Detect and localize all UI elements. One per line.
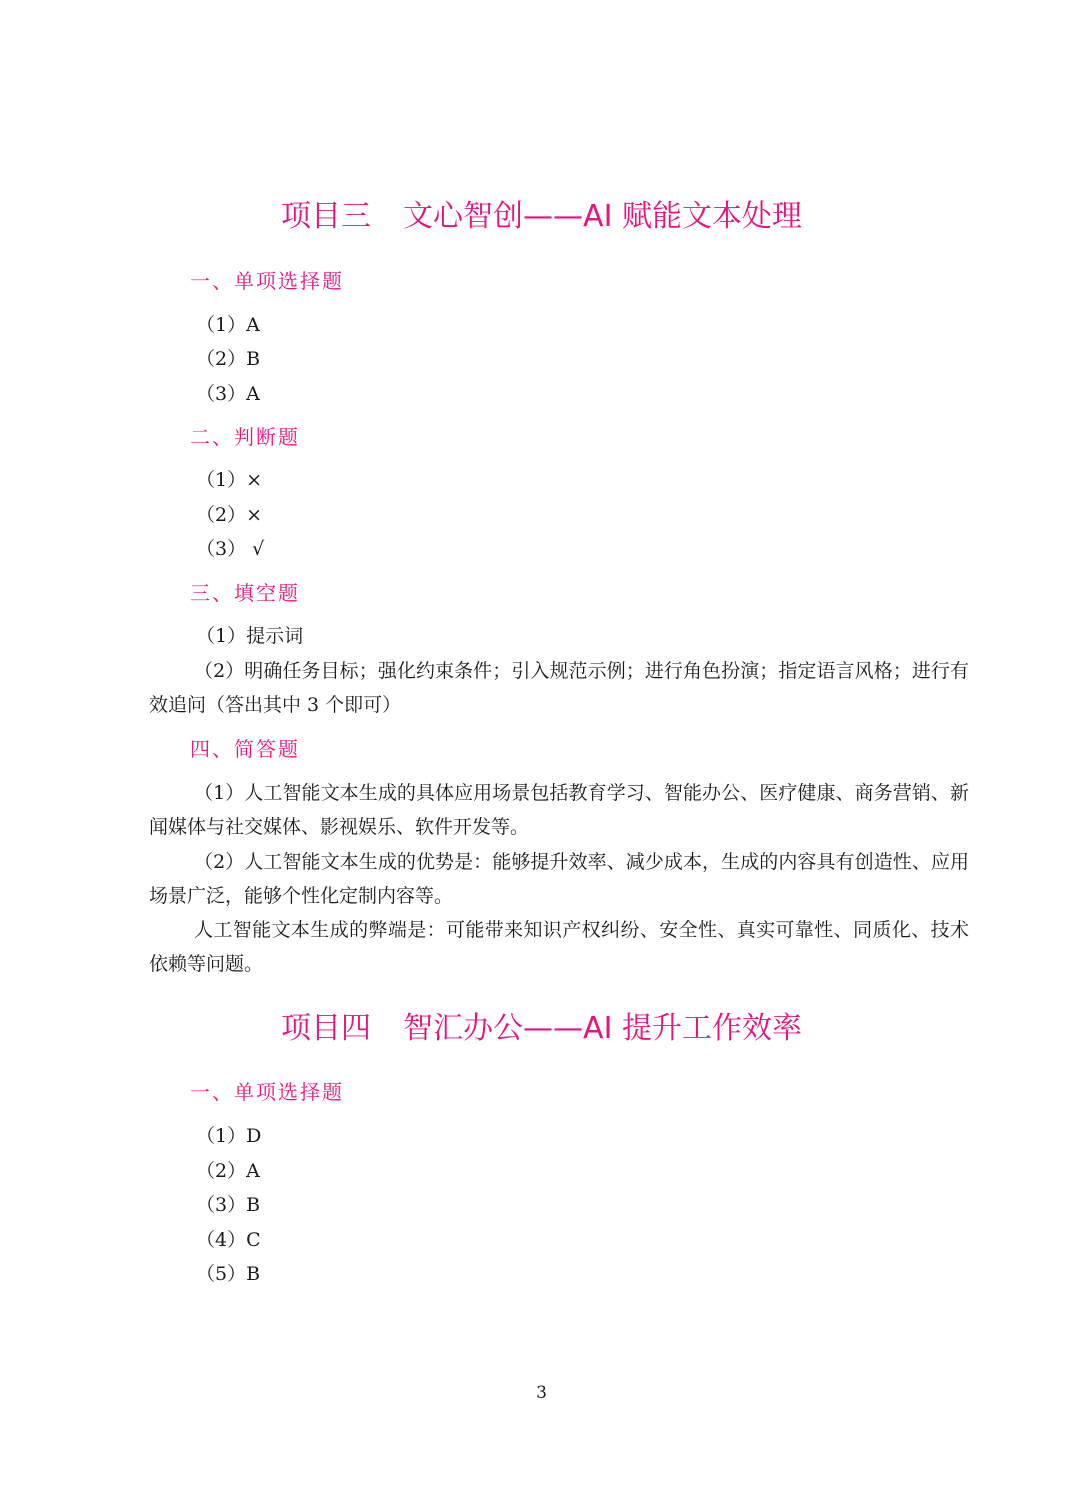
- answer-item: （2）A: [196, 1160, 260, 1182]
- answer-item: （1）提示词: [196, 625, 304, 647]
- section-heading-short-answer: 四、简答题: [190, 737, 300, 761]
- project-4-title: [0, 1009, 1083, 1049]
- answer-item: （3）A: [196, 383, 260, 405]
- project-3-title: [0, 197, 1083, 237]
- project-4-title-text: 智汇办公——AI 提升工作效率: [403, 1011, 802, 1046]
- answer-item: （1）×: [196, 469, 263, 491]
- answer-paragraph: （1）人工智能文本生成的具体应用场景包括教育学习、智能办公、医疗健康、商务营销、新闻媒体与社交媒体、影视娱乐、软件开发等。: [149, 782, 969, 838]
- answer-item: （1）D: [196, 1125, 262, 1147]
- answer-item: （3）B: [196, 1194, 261, 1216]
- answer-item: （5）B: [196, 1263, 261, 1285]
- project-3-title-text: 文心智创——AI 赋能文本处理: [403, 199, 802, 234]
- answer-item: （3） √: [196, 538, 265, 560]
- answer-paragraph: （2）人工智能文本生成的优势是：能够提升效率、减少成本，生成的内容具有创造性、应用场景广泛，能够个性化定制内容等。: [149, 851, 969, 907]
- answer-paragraph: 人工智能文本生成的弊端是：可能带来知识产权纠纷、安全性、真实可靠性、同质化、技术依赖等问题。: [149, 919, 969, 975]
- answer-item: （4）C: [196, 1229, 261, 1251]
- project-3-number: 项目三: [281, 199, 372, 234]
- answer-paragraph: （2）明确任务目标；强化约束条件；引入规范示例；进行角色扮演；指定语言风格；进行有效追问（答出其中 3 个即可）: [149, 660, 969, 716]
- page-number: 3: [536, 1383, 547, 1403]
- project-4-number: 项目四: [281, 1011, 372, 1046]
- answer-item: （2）B: [196, 348, 261, 370]
- answer-item: （1）A: [196, 314, 260, 336]
- section-heading-fill-blank: 三、填空题: [190, 581, 300, 605]
- section-heading-single-choice: 一、单项选择题: [190, 269, 344, 293]
- section-heading-true-false: 二、判断题: [190, 425, 300, 449]
- answer-item: （2）×: [196, 504, 263, 526]
- section-heading-single-choice-p4: 一、单项选择题: [190, 1080, 344, 1104]
